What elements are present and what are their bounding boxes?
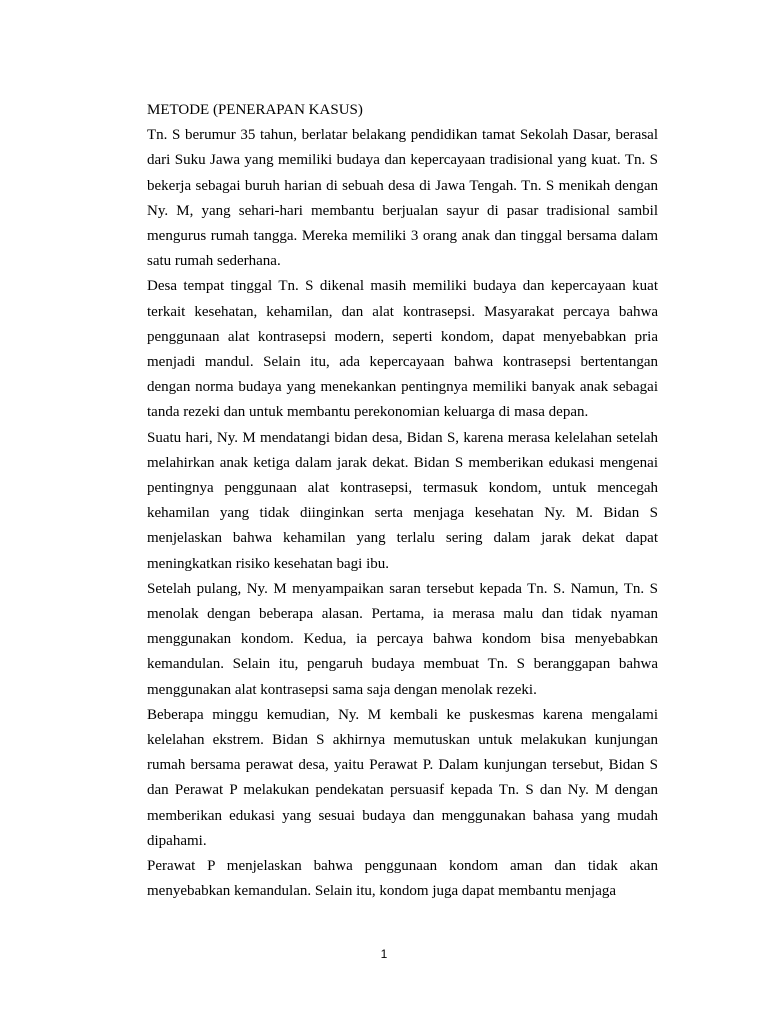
paragraph-nurse-explanation: Perawat P menjelaskan bahwa penggunaan kondom aman dan tidak akan menyebabkan kemandulan. Selain itu, kondom juga dapat membantu menjaga: [147, 858, 658, 900]
page-number: 1: [380, 947, 388, 961]
paragraph-village-beliefs: Desa tempat tinggal Tn. S dikenal masih memiliki budaya dan kepercayaan kuat terkait kesehatan, kehamilan, dan alat kontrasepsi. Masyarakat percaya bahwa penggunaan alat kontrasepsi modern, seperti kondom, dapat menyebabkan pria menjadi mandul. Selain itu, ada kepercayaan bahwa kontrasepsi bertentangan dengan norma budaya yang menekankan pentingnya memiliki banyak anak sebagai tanda rezeki dan untuk membantu perekonomian keluarga di masa depan.: [147, 278, 658, 421]
paragraph-background: Tn. S berumur 35 tahun, berlatar belakang pendidikan tamat Sekolah Dasar, berasal dari Suku Jawa yang memiliki budaya dan kepercayaan tradisional yang kuat. Tn. S bekerja sebagai buruh harian di sebuah desa di Jawa Tengah. Tn. S menikah dengan Ny. M, yang sehari-hari membantu berjualan sayur di pasar tradisional sambil mengurus rumah tangga. Mereka memiliki 3 orang anak dan tinggal bersama dalam satu rumah sederhana.: [147, 127, 658, 270]
paragraph-home-visit: Beberapa minggu kemudian, Ny. M kembali ke puskesmas karena mengalami kelelahan ekstrem. Bidan S akhirnya memutuskan untuk melakukan kunjungan rumah bersama perawat desa, yaitu Perawat P. Dalam kunjungan tersebut, Bidan S dan Perawat P melakukan pendekatan persuasif kepada Tn. S dan Ny. M dengan memberikan edukasi yang sesuai budaya dan menggunakan bahasa yang mudah dipahami.: [147, 706, 658, 849]
document-body: [147, 98, 658, 905]
section-heading: METODE (PENERAPAN KASUS): [147, 102, 363, 118]
paragraph-refusal: Setelah pulang, Ny. M menyampaikan saran tersebut kepada Tn. S. Namun, Tn. S menolak dengan beberapa alasan. Pertama, ia merasa malu dan tidak nyaman menggunakan kondom. Kedua, ia percaya bahwa kondom bisa menyebabkan kemandulan. Selain itu, pengaruh budaya membuat Tn. S beranggapan bahwa menggunakan alat kontrasepsi sama saja dengan menolak rezeki.: [147, 580, 658, 698]
paragraph-midwife-visit: Suatu hari, Ny. M mendatangi bidan desa, Bidan S, karena merasa kelelahan setelah melahirkan anak ketiga dalam jarak dekat. Bidan S memberikan edukasi mengenai pentingnya penggunaan alat kontrasepsi, termasuk kondom, untuk mencegah kehamilan yang tidak diinginkan serta menjaga kesehatan Ny. M. Bidan S menjelaskan bahwa kehamilan yang terlalu sering dalam jarak dekat dapat meningkatkan risiko kesehatan bagi ibu.: [147, 429, 658, 572]
